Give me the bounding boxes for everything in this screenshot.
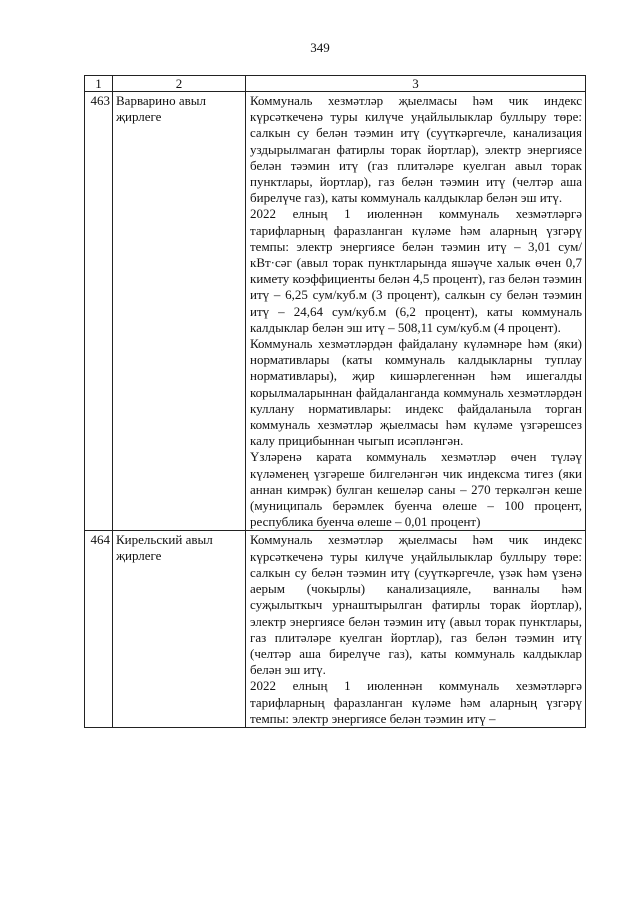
- column-header-1: 1: [85, 76, 113, 92]
- table-row: [85, 92, 586, 531]
- page-number: 349: [310, 40, 330, 55]
- row-description: [246, 531, 586, 727]
- paragraph: Коммуналь хезмәтләр җыелмасы һәм чик индекс күрсәткеченә туры килүче уңайлылыклар буллыру төре: салкын су белән тәэмин итү (суүткәргечле, үзәк һәм үзенә аерым (чокырлы) канализацияле, ванналы һәм суҗылыткыч урнаштырылган фатирлы торак йортлар), электр энергиясе белән тәэмин итү (авыл торак пунктлары, газ плитәләре куелган йортлар), газ белән тәэмин итү (челтәр аша бирелүче газ), каты коммуналь калдыклар белән эш итү.: [250, 532, 582, 678]
- municipal-tariffs-table: [84, 75, 586, 728]
- settlement-name: Кирельский авыл җирлеге: [113, 531, 246, 727]
- row-number: 463: [85, 92, 113, 531]
- table-row: [85, 531, 586, 727]
- column-header-2: 2: [113, 76, 246, 92]
- column-header-3: 3: [246, 76, 586, 92]
- row-description: [246, 92, 586, 531]
- paragraph: Үзләренә карата коммуналь хезмәтләр өчен түләү күләменең үзгәреше билгеләнгән чик индексма тигез (яки аннан кимрәк) булган кешеләр саны – 270 теркәлгән кеше (муниципаль берәмлек буенча өлеше – 100 процент, республика буенча өлеше – 0,01 процент): [250, 449, 582, 530]
- row-number: 464: [85, 531, 113, 727]
- paragraph: 2022 елның 1 июленнән коммуналь хезмәтләргә тарифларның фаразланган күләме һәм аларның үзгәрү темпы: электр энергиясе белән тәэмин итү – 3,01 сум/кВт·сәг (авыл торак пунктларында яшәүче халык өчен 0,7 кимету коэффициенты белән 4,5 процент), газ белән тәэмин итү – 6,25 сум/куб.м (3 процент), салкын су белән тәэмин итү – 24,64 сум/куб.м (6,2 процент), каты коммуналь калдыклар белән эш итү – 508,11 сум/куб.м (4 процент).: [250, 206, 582, 335]
- paragraph: Коммуналь хезмәтләрдән файдалану күләмнәре һәм (яки) нормативлары (каты коммуналь калдыкларны туплау нормативлары), җир кишәрлегеннән һәм ишегалды корылмаларыннан файдаланганда коммуналь хезмәтләрдән куллану нормативлары: индекс файдаланыла торган коммуналь хезмәтләр җыелмасы һәм күләме үзгәрешсез калу прицибыннан чыгып исәпләнгән.: [250, 336, 582, 449]
- paragraph: 2022 елның 1 июленнән коммуналь хезмәтләргә тарифларның фаразланган күләме һәм аларның үзгәрү темпы: электр энергиясе белән тәэмин итү –: [250, 678, 582, 726]
- table-header-row: [85, 76, 586, 92]
- paragraph: Коммуналь хезмәтләр җыелмасы һәм чик индекс күрсәткеченә туры килүче уңайлылыклар буллыру төре: салкын су белән тәэмин итү (суүткәргечле, канализация уздырылмаган фатирлы торак йортлар), электр энергиясе белән тәэмин итү (газ плитәләре куелган авыл торак пунктлары, йортлар), газ белән тәэмин итү (челтәр аша бирелүче газ), каты коммуналь калдыклар белән эш итү.: [250, 93, 582, 206]
- settlement-name: Варварино авыл җирлеге: [113, 92, 246, 531]
